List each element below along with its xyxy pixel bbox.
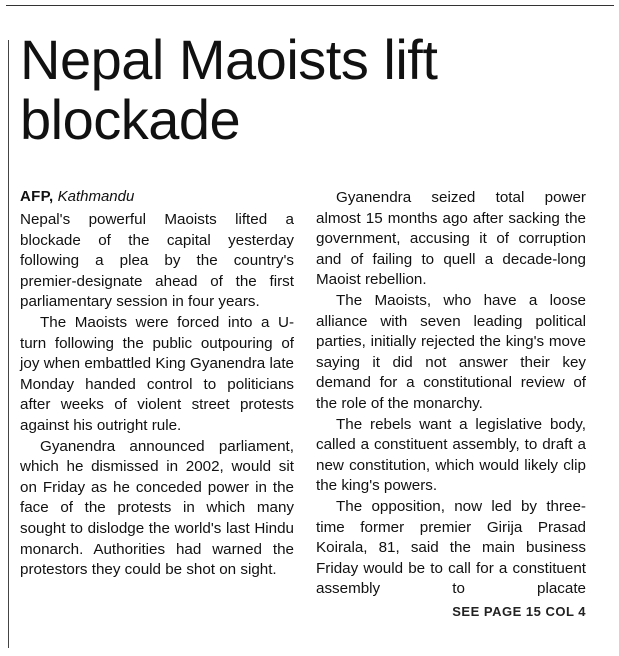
top-rule (6, 5, 614, 6)
column-2 (316, 188, 586, 600)
paragraph-2: The Maoists were forced into a U-turn following the public outpouring of joy when embattled King Gyanendra late Monday handed control to politicians after weeks of violent street protests against his outright rule. (20, 313, 294, 434)
column-1 (20, 210, 294, 581)
paragraph-7: The opposition, now led by three-time former premier Girija Prasad Koirala, 81, said the main business Friday would be to call for a constituent assembly to placate (316, 497, 586, 598)
byline-place: Kathmandu (57, 188, 135, 205)
paragraph-1: Nepal's powerful Maoists lifted a blockade of the capital yesterday following a plea by the country's premier-designate ahead of the first parliamentary session in four years. (20, 211, 294, 311)
byline (20, 188, 134, 206)
paragraph-6: The rebels want a legislative body, called a constituent assembly, to draft a new constitution, which would likely clip the king's powers. (316, 415, 586, 495)
paragraph-4: Gyanendra seized total power almost 15 months ago after sacking the government, accusing it of corruption and of failing to quell a decade-long Maoist rebellion. (316, 189, 586, 289)
paragraph-5: The Maoists, who have a loose alliance with seven leading political parties, initially rejected the king's move saying it did not answer their key demand for a constitutional review of the role of the monarchy. (316, 291, 586, 412)
headline: Nepal Maoists lift blockade (20, 28, 438, 151)
byline-agency: AFP, (20, 188, 54, 205)
paragraph-3: Gyanendra announced parliament, which he dismissed in 2002, would sit on Friday as he conceded power in the face of the protests in which many sought to dislodge the world's last Hindu monarch. Authorities had warned the protestors they could be shot on sight. (20, 437, 294, 579)
left-column-rule (8, 40, 9, 648)
continuation-note: SEE PAGE 15 COL 4 (452, 604, 586, 619)
